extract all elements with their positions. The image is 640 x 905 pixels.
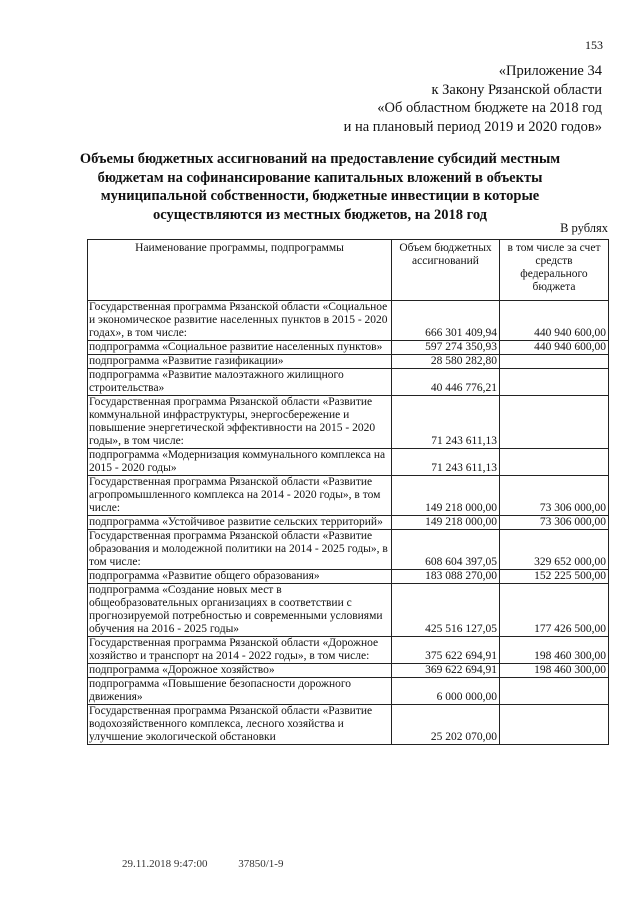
federal-share-cell: 177 426 500,00 xyxy=(500,584,609,637)
program-name-cell: Государственная программа Рязанской области «Дорожное хозяйство и транспорт на 2014 - 2022 годы», в том числе: xyxy=(88,637,392,664)
federal-share-cell: 73 306 000,00 xyxy=(500,476,609,516)
federal-share-cell: 440 940 600,00 xyxy=(500,301,609,341)
budget-table xyxy=(87,239,609,745)
table-row xyxy=(88,341,609,355)
federal-share-cell xyxy=(500,355,609,369)
total-allocation-cell: 25 202 070,00 xyxy=(392,705,500,745)
title-line: бюджетам на софинансирование капитальных вложений в объекты xyxy=(97,169,543,186)
program-name-cell: Государственная программа Рязанской области «Развитие агропромышленного комплекса на 2014 - 2020 годы», в том числе: xyxy=(88,476,392,516)
table-row xyxy=(88,449,609,476)
total-allocation-cell: 28 580 282,80 xyxy=(392,355,500,369)
federal-share-cell xyxy=(500,678,609,705)
header-program-name: Наименование программы, подпрограммы xyxy=(88,240,392,301)
annex-line: «Об областном бюджете на 2018 год xyxy=(377,100,602,116)
document-title xyxy=(70,150,570,224)
total-allocation-cell: 149 218 000,00 xyxy=(392,476,500,516)
table-row xyxy=(88,678,609,705)
total-allocation-cell: 666 301 409,94 xyxy=(392,301,500,341)
table-row xyxy=(88,570,609,584)
table-row xyxy=(88,705,609,745)
total-allocation-cell: 425 516 127,05 xyxy=(392,584,500,637)
program-name-cell: Государственная программа Рязанской области «Развитие водохозяйственного комплекса, лесного хозяйства и улучшение экологической обстановки xyxy=(88,705,392,745)
total-allocation-cell: 183 088 270,00 xyxy=(392,570,500,584)
title-line: Объемы бюджетных ассигнований на предоставление субсидий местным xyxy=(79,151,561,167)
total-allocation-cell: 71 243 611,13 xyxy=(392,449,500,476)
program-name-cell: подпрограмма «Развитие газификации» xyxy=(88,355,392,369)
total-allocation-cell: 375 622 694,91 xyxy=(392,637,500,664)
table-row xyxy=(88,530,609,570)
federal-share-cell: 440 940 600,00 xyxy=(500,341,609,355)
table-row xyxy=(88,664,609,678)
total-allocation-cell: 71 243 611,13 xyxy=(392,396,500,449)
footer-doc-code: 37850/1-9 xyxy=(238,858,284,870)
annex-reference xyxy=(182,62,602,136)
program-name-cell: подпрограмма «Создание новых мест в общеобразовательных организациях в соответствии с прогнозируемой потребностью и современными условиями обучения на 2016 - 2025 годы» xyxy=(88,584,392,637)
annex-line: и на плановый период 2019 и 2020 годов» xyxy=(343,118,602,135)
document-footer xyxy=(122,858,311,870)
header-federal-share: в том числе за счет средств федерального бюджета xyxy=(500,240,609,301)
federal-share-cell: 198 460 300,00 xyxy=(500,637,609,664)
program-name-cell: подпрограмма «Социальное развитие населенных пунктов» xyxy=(88,341,392,355)
program-name-cell: подпрограмма «Модернизация коммунального комплекса на 2015 - 2020 годы» xyxy=(88,449,392,476)
federal-share-cell xyxy=(500,705,609,745)
page-number: 153 xyxy=(585,38,603,52)
federal-share-cell: 152 225 500,00 xyxy=(500,570,609,584)
title-line: осуществляются из местных бюджетов, на 2018 год xyxy=(152,206,488,223)
header-total-allocation: Объем бюджетных ассигнований xyxy=(392,240,500,301)
table-row xyxy=(88,476,609,516)
federal-share-cell xyxy=(500,369,609,396)
table-row xyxy=(88,369,609,396)
units-label: В рублях xyxy=(560,221,608,235)
program-name-cell: подпрограмма «Развитие малоэтажного жилищного строительства» xyxy=(88,369,392,396)
federal-share-cell xyxy=(500,449,609,476)
table-row xyxy=(88,355,609,369)
federal-share-cell: 198 460 300,00 xyxy=(500,664,609,678)
total-allocation-cell: 149 218 000,00 xyxy=(392,516,500,530)
program-name-cell: Государственная программа Рязанской области «Социальное и экономическое развитие населенных пунктов в 2015 - 2020 годах», в том числе: xyxy=(88,301,392,341)
program-name-cell: Государственная программа Рязанской области «Развитие образования и молодежной политики на 2014 - 2025 годы», в том числе: xyxy=(88,530,392,570)
total-allocation-cell: 6 000 000,00 xyxy=(392,678,500,705)
total-allocation-cell: 369 622 694,91 xyxy=(392,664,500,678)
program-name-cell: Государственная программа Рязанской области «Развитие коммунальной инфраструктуры, энергосбережение и повышение энергетической эффективности на 2015 - 2020 годы», в том числе: xyxy=(88,396,392,449)
annex-line: «Приложение 34 xyxy=(498,63,602,79)
table-row xyxy=(88,516,609,530)
footer-timestamp: 29.11.2018 9:47:00 xyxy=(122,858,208,870)
total-allocation-cell: 597 274 350,93 xyxy=(392,341,500,355)
title-line: муниципальной собственности, бюджетные инвестиции в которые xyxy=(100,188,540,204)
table-row xyxy=(88,396,609,449)
program-name-cell: подпрограмма «Развитие общего образования» xyxy=(88,570,392,584)
federal-share-cell: 73 306 000,00 xyxy=(500,516,609,530)
federal-share-cell: 329 652 000,00 xyxy=(500,530,609,570)
total-allocation-cell: 608 604 397,05 xyxy=(392,530,500,570)
program-name-cell: подпрограмма «Устойчивое развитие сельских территорий» xyxy=(88,516,392,530)
federal-share-cell xyxy=(500,396,609,449)
table-row xyxy=(88,637,609,664)
annex-line: к Закону Рязанской области xyxy=(431,81,602,98)
program-name-cell: подпрограмма «Дорожное хозяйство» xyxy=(88,664,392,678)
table-row xyxy=(88,301,609,341)
table-header-row xyxy=(88,240,609,301)
program-name-cell: подпрограмма «Повышение безопасности дорожного движения» xyxy=(88,678,392,705)
table-row xyxy=(88,584,609,637)
total-allocation-cell: 40 446 776,21 xyxy=(392,369,500,396)
